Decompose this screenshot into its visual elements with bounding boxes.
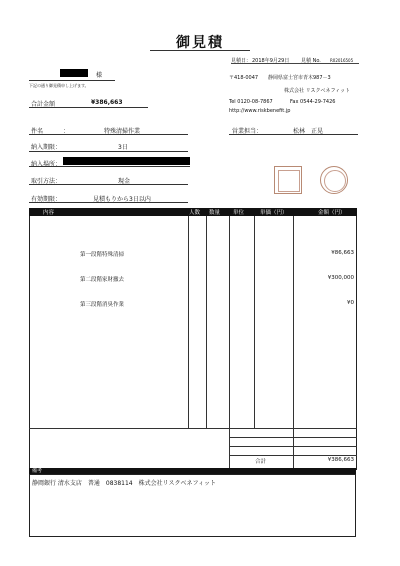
grand-total-label: 合計: [255, 459, 267, 465]
table-row-amount: ¥0: [347, 300, 354, 306]
company-seal-round: [320, 166, 348, 194]
col-divider: [206, 216, 207, 428]
header-unit-price: 単価（円）: [260, 210, 288, 216]
customer-note: 下記の通り御見積申し上げます。: [29, 83, 89, 88]
footer-divider: [293, 428, 294, 468]
total-underline: [29, 107, 148, 108]
table-row-name: 第二段階家財撤去: [80, 277, 125, 283]
table-row-name: 第三段階消臭作業: [80, 302, 125, 308]
delivery-period-underline: [29, 151, 188, 152]
company-zip: 〒418-0047: [229, 75, 259, 81]
page-title: 御見積: [176, 35, 224, 51]
date-value: 2018年9月29日: [252, 58, 290, 64]
title-underline: [150, 50, 250, 51]
col-divider: [229, 216, 230, 428]
table-header: [29, 208, 357, 216]
customer-honorific: 様: [96, 72, 103, 79]
customer-underline: [29, 80, 115, 81]
delivery-place-underline: [29, 166, 190, 167]
payment-method-value: 現金: [118, 178, 131, 185]
header-people: 人数: [189, 210, 201, 216]
header-quantity: 数量: [209, 210, 221, 216]
company-name: 株式会社 リスクベネフィット: [284, 88, 351, 94]
total-amount-value: ¥386,663: [91, 99, 123, 106]
footer-divider: [229, 428, 230, 468]
subject-label: 件名: [31, 128, 44, 135]
subject-underline: [29, 134, 188, 135]
estimate-table: [29, 208, 357, 470]
subject-colon: ：: [63, 128, 70, 135]
col-divider: [188, 216, 189, 428]
header-content: 内容: [43, 210, 55, 216]
subject-value: 特殊清掃作業: [104, 128, 141, 135]
payment-method-label: 取引方法：: [31, 178, 62, 185]
col-divider: [293, 216, 294, 428]
validity-value: 見積もりから3日以内: [93, 196, 151, 203]
table-row-amount: ¥300,000: [327, 275, 354, 281]
table-footer-line: [29, 428, 357, 429]
delivery-place-label: 納入場所：: [31, 161, 62, 168]
company-seal-square: [274, 166, 302, 194]
col-divider: [254, 216, 255, 428]
sales-rep-underline: [229, 134, 358, 135]
sales-rep-label: 営業担当：: [232, 128, 263, 135]
number-label: 見積 No.: [301, 58, 321, 64]
validity-label: 有効期限：: [31, 196, 62, 203]
notes-label: 備考: [32, 468, 43, 474]
table-row-amount: ¥86,663: [331, 250, 354, 256]
number-value: R02016505: [330, 58, 354, 63]
meta-underline: [231, 63, 359, 64]
notes-box: [29, 474, 356, 537]
company-tel: Tel 0120‐08‐7867: [229, 99, 273, 105]
delivery-place-redacted: [63, 157, 190, 165]
header-amount: 金額（円）: [318, 210, 346, 216]
grand-total-value: ¥386,663: [327, 457, 354, 463]
company-fax: Fax 0544‐29‐7426: [290, 99, 336, 105]
company-url: http://www.riskbenefit.jp: [229, 108, 291, 114]
delivery-period-label: 納入期限：: [31, 144, 62, 151]
delivery-period-value: 3日: [118, 144, 128, 151]
notes-text: 静岡銀行 清水支店 普通 0838114 株式会社リスクベネフィット: [32, 480, 217, 487]
sales-rep-name: 松林 正晃: [293, 128, 324, 135]
payment-underline: [29, 184, 188, 185]
total-amount-label: 合計金額: [31, 101, 56, 108]
date-label: 見積日：: [231, 58, 252, 64]
table-row-name: 第一段階特殊清掃: [80, 252, 125, 258]
company-address: 静岡県富士宮市青木987－3: [268, 75, 331, 81]
validity-underline: [29, 202, 188, 203]
header-unit: 単位: [233, 210, 245, 216]
customer-name-redacted: [60, 69, 88, 77]
